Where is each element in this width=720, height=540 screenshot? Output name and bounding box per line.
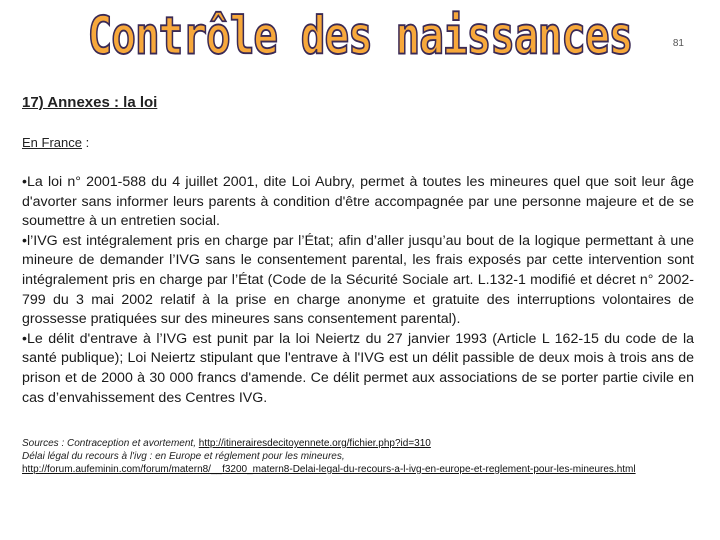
country-label: En France — [22, 135, 82, 150]
law-paragraph-neiertz: •Le délit d'entrave à l’IVG est punit par la loi Neiertz du 27 janvier 1993 (Article L 162-15 du code de la santé publique); Loi Neiertz stipulant que l'entrave à l'IVG est un délit passible de deux mois à trois ans de prison et de 2000 à 30 000 francs d'amende. Ce délit permet aux associations de se porter partie civile en cas d’envahissement des Centres IVG. — [22, 330, 694, 406]
section-heading: 17) Annexes : la loi — [22, 94, 158, 111]
source-line-1 — [22, 437, 694, 450]
sources-block — [22, 437, 694, 476]
law-paragraph-aubry: •La loi n° 2001-588 du 4 juillet 2001, dite Loi Aubry, permet à toutes les mineures quel que soit leur âge d'avorter sans informer leurs parents à condition d'être accompagnée par une personne majeure et de se soumettre à un entretien social. — [22, 174, 694, 230]
country-suffix: : — [81, 135, 90, 150]
page-number: 81 — [672, 38, 684, 49]
law-body — [22, 173, 694, 408]
source-2-label: Délai légal du recours à l'ivg : en Europe et réglement pour les mineures, — [22, 451, 345, 462]
page-title: Contrôle des naissances — [87, 6, 633, 66]
law-paragraph-funding: •l’IVG est intégralement pris en charge par l’État; afin d’aller jusqu’au bout de la logique permettant à une mineure de demander l’IVG sans le consentement parental, les frais exposés par cette intervention sont intégralement pris en charge par l’État (Code de la Sécurité Sociale art. L.132-1 modifié et décret n° 2002-799 du 3 mai 2002 relatif à la prise en charge anonyme et gratuite des interruptions volontaires de grossesse pratiquées sur des mineures sans consentement parental). — [22, 232, 694, 328]
source-1-label: Sources : Contraception et avortement, — [22, 438, 199, 449]
source-1-link[interactable]: http://itinerairesdecitoyennete.org/fichier.php?id=310 — [198, 438, 431, 449]
source-line-3 — [22, 463, 694, 476]
source-2-link[interactable]: http://forum.aufeminin.com/forum/matern8/__f3200_matern8-Delai-legal-du-recours-a-l-ivg-en-europe-et-reglement-pour-les-mineures.html — [22, 464, 636, 475]
country-line — [22, 135, 89, 150]
